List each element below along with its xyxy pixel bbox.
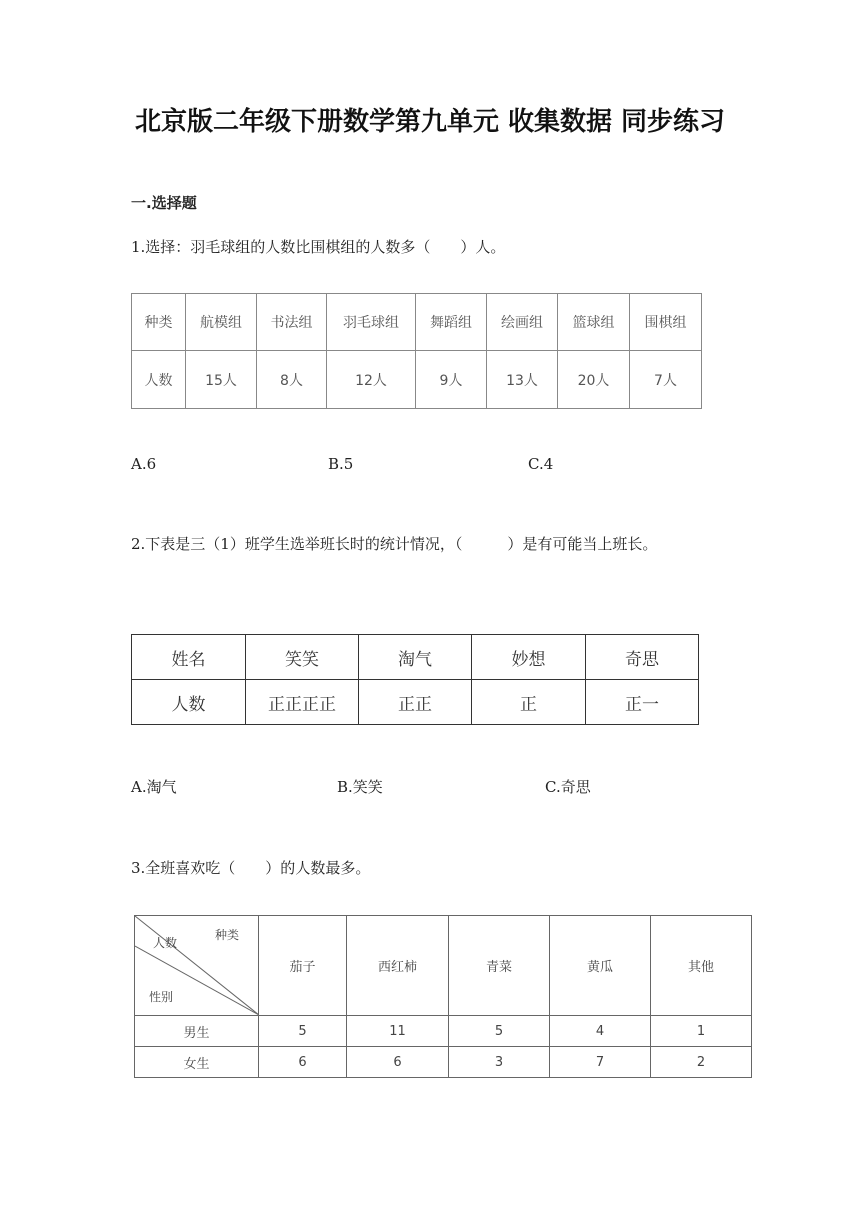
table-cell: 围棋组 — [630, 294, 702, 351]
table-cell: 1 — [651, 1016, 752, 1047]
table-cell: 20人 — [558, 351, 630, 409]
page-title: 北京版二年级下册数学第九单元 收集数据 同步练习 — [134, 107, 726, 137]
column-header: 其他 — [651, 916, 752, 1016]
table-cell: 笑笑 — [246, 635, 359, 680]
table-cell: 9人 — [416, 351, 487, 409]
corner-label-count: 人数 — [153, 936, 178, 950]
table-cell: 5 — [449, 1016, 550, 1047]
table-cell: 6 — [347, 1047, 449, 1078]
table-cell: 正正 — [359, 680, 472, 725]
table-cell: 淘气 — [359, 635, 472, 680]
table-cell: 8人 — [257, 351, 327, 409]
question-2-text: 2.下表是三（1）班学生选举班长时的统计情况，（ ）是有可能当上班长。 — [131, 535, 658, 553]
option-b[interactable]: B.5 — [328, 455, 354, 473]
table-cell: 4 — [550, 1016, 651, 1047]
table-cell: 航模组 — [186, 294, 257, 351]
table-cell: 2 — [651, 1047, 752, 1078]
option-a[interactable]: A.淘气 — [131, 778, 177, 796]
table-cell: 篮球组 — [558, 294, 630, 351]
table-row — [135, 916, 752, 1016]
table-cell: 人数 — [132, 680, 246, 725]
table-cell: 正一 — [586, 680, 699, 725]
table-cell: 妙想 — [472, 635, 586, 680]
option-c[interactable]: C.奇思 — [545, 778, 591, 796]
table-row — [135, 1016, 752, 1047]
table-cell: 书法组 — [257, 294, 327, 351]
column-header: 茄子 — [259, 916, 347, 1016]
option-a[interactable]: A.6 — [131, 455, 157, 473]
question-2-table — [131, 634, 699, 725]
column-header: 西红柿 — [347, 916, 449, 1016]
table-row — [132, 294, 702, 351]
table-cell: 12人 — [327, 351, 416, 409]
table-cell: 舞蹈组 — [416, 294, 487, 351]
table-cell: 15人 — [186, 351, 257, 409]
diagonal-header-cell — [135, 916, 259, 1016]
question-1-table — [131, 293, 702, 409]
table-row — [132, 680, 699, 725]
table-cell: 13人 — [487, 351, 558, 409]
column-header: 黄瓜 — [550, 916, 651, 1016]
table-cell: 7 — [550, 1047, 651, 1078]
table-cell: 羽毛球组 — [327, 294, 416, 351]
section-heading: 一.选择题 — [131, 194, 197, 212]
corner-label-gender: 性别 — [149, 990, 174, 1004]
table-cell: 人数 — [132, 351, 186, 409]
row-label: 女生 — [135, 1047, 259, 1078]
table-cell: 正 — [472, 680, 586, 725]
option-b[interactable]: B.笑笑 — [337, 778, 383, 796]
table-row — [135, 1047, 752, 1078]
table-cell: 姓名 — [132, 635, 246, 680]
table-cell: 奇思 — [586, 635, 699, 680]
table-row — [132, 351, 702, 409]
question-1-text: 1.选择：羽毛球组的人数比围棋组的人数多（ ）人。 — [131, 238, 506, 256]
table-cell: 5 — [259, 1016, 347, 1047]
question-3-table — [134, 915, 752, 1078]
table-cell: 绘画组 — [487, 294, 558, 351]
table-cell: 种类 — [132, 294, 186, 351]
row-label: 男生 — [135, 1016, 259, 1047]
corner-label-kind: 种类 — [215, 928, 240, 942]
table-cell: 7人 — [630, 351, 702, 409]
table-cell: 3 — [449, 1047, 550, 1078]
table-cell: 11 — [347, 1016, 449, 1047]
column-header: 青菜 — [449, 916, 550, 1016]
question-3-text: 3.全班喜欢吃（ ）的人数最多。 — [131, 859, 371, 877]
table-row — [132, 635, 699, 680]
table-cell: 6 — [259, 1047, 347, 1078]
option-c[interactable]: C.4 — [528, 455, 554, 473]
table-cell: 正正正正 — [246, 680, 359, 725]
